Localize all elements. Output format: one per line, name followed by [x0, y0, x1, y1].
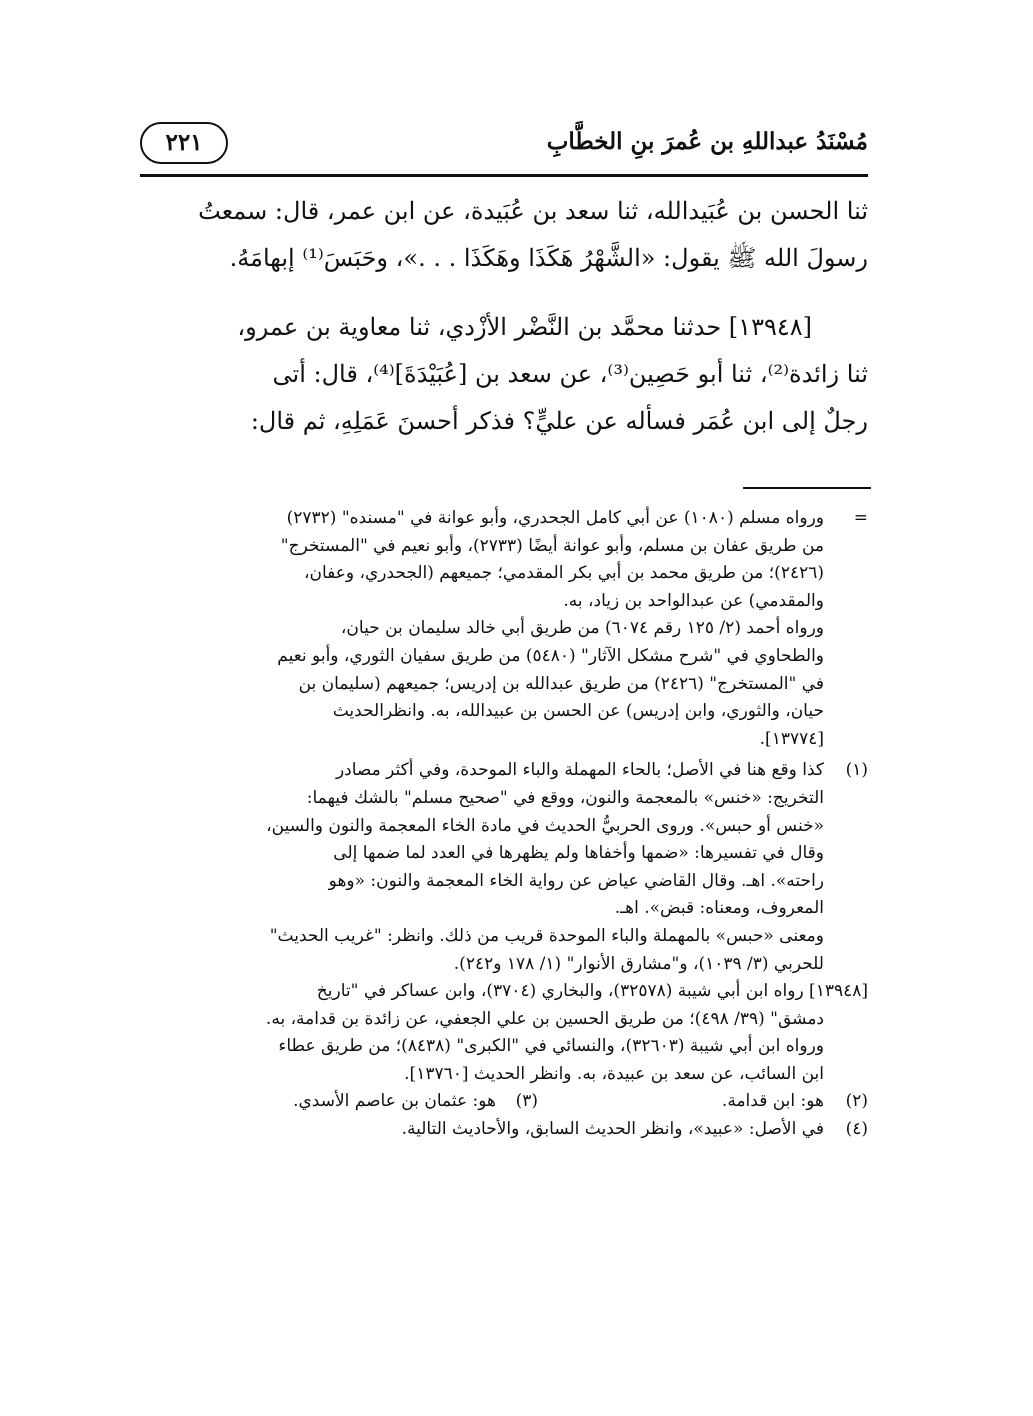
footnote-line: ومعنى «حبس» بالمهملة والباء الموحدة قريب من ذلك. وانظر: "غريب الحديث"	[269, 925, 824, 946]
footnote-marker: (٣)	[515, 1091, 538, 1112]
footnote-1	[140, 757, 868, 978]
main-text	[140, 188, 868, 445]
footnote-line: التخريج: «خنس» بالمعجمة والنون، ووقع في "صحيح مسلم" بالشك فيهما:	[306, 787, 824, 808]
footnote-continuation	[140, 505, 868, 753]
footnotes-section	[140, 505, 868, 1144]
hadith-text-line: رجلٌ إلى ابن عُمَر فسأله عن عليٍّ؟ فذكر أحسنَ عَمَلِهِ، ثم قال:	[250, 407, 868, 435]
footnote-line: [١٣٧٧٤].	[759, 728, 824, 749]
footnote-line: في الأصل: «عبيد»، وانظر الحديث السابق، والأحاديث التالية.	[401, 1119, 824, 1140]
hadith-text-line: ثنا الحسن بن عُبَيدالله، ثنا سعد بن عُبَيدة، عن ابن عمر، قال: سمعتُ	[198, 197, 868, 225]
footnote-line: ورواه مسلم (١٠٨٠) عن أبي كامل الجحدري، وأبو عوانة في "مسنده" (٢٧٣٢)	[286, 508, 824, 528]
footnote-line: من طريق عفان بن مسلم، وأبو عوانة أيضًا (٢٧٣٣)، وأبو نعيم في "المستخرج"	[280, 535, 824, 556]
hadith-text-line: رسولَ الله ﷺ يقول: «الشَّهْرُ هَكَذَا وهَكَذَا . . .»، وحَبَسَ⁽¹⁾ إبهامَهُ.	[229, 244, 868, 272]
footnote-line: راحته». اهـ. وقال القاضي عياض عن رواية الخاء المعجمة والنون: «وهو	[328, 870, 824, 891]
footnote-marker: =	[853, 508, 868, 528]
footnote-line: ابن السائب، عن سعد بن عبيدة، به. وانظر الحديث [١٣٧٦٠].	[404, 1063, 824, 1084]
footnote-line: «خنس أو حبس». وروى الحربيُّ الحديث في مادة الخاء المعجمة والنون والسين،	[266, 815, 824, 836]
footnote-marker: (٤)	[845, 1119, 868, 1140]
footnote-line: ورواه ابن أبي شيبة (٣٢٦٠٣)، والنسائي في "الكبرى" (٨٤٣٨)؛ من طريق عطاء	[278, 1036, 824, 1057]
footnote-line: المعروف، ومعناه: قبض». اهـ.	[614, 898, 824, 919]
footnote-reference	[140, 978, 868, 1088]
page-header	[140, 118, 868, 168]
footnote-2-text: هو: ابن قدامة.	[721, 1091, 824, 1112]
footnote-line: (٢٤٢٦)؛ من طريق محمد بن أبي بكر المقدمي؛ جميعهم (الجحدري، وعفان،	[303, 563, 824, 584]
header-divider	[140, 174, 868, 177]
running-title: مُسْنَدُ عبداللهِ بن عُمرَ بنِ الخطَّابِ	[546, 128, 868, 155]
footnote-line: والمقدمي) عن عبدالواحد بن زياد، به.	[563, 590, 824, 611]
footnote-line: دمشق" (٣٩/ ٤٩٨)؛ من طريق الحسين بن علي الجعفي، عن زائدة بن قدامة، به.	[265, 1008, 824, 1029]
footnote-marker: (١)	[845, 760, 868, 781]
page-number-badge: ٢٢١	[140, 122, 228, 164]
footnote-line: وقال في تفسيرها: «ضمها وأخفاها ولم يظهرها في العدد لما ضمها إلى	[333, 843, 824, 864]
footnote-separator	[743, 487, 871, 489]
footnote-line: ورواه أحمد (٢/ ١٢٥ رقم ٦٠٧٤) من طريق أبي خالد سليمان بن حيان،	[340, 618, 824, 639]
footnote-line: حيان، والثوري، وابن إدريس) عن الحسن بن عبيدالله، به. وانظرالحديث	[332, 701, 824, 722]
footnote-line: للحربي (٣/ ١٠٣٩)، و"مشارق الأنوار" (١/ ١٧٨ و٢٤٢).	[453, 953, 824, 974]
footnote-line: كذا وقع هنا في الأصل؛ بالحاء المهملة والباء الموحدة، وفي أكثر مصادر	[335, 760, 824, 781]
footnote-marker: (٢)	[845, 1091, 868, 1112]
footnote-line: في "المستخرج" (٢٤٢٦) من طريق عبدالله بن إدريس؛ جميعهم (سليمان بن	[298, 673, 824, 694]
footnote-line: [١٣٩٤٨] رواه ابن أبي شيبة (٣٢٥٧٨)، والبخاري (٣٧٠٤)، وابن عساكر في "تاريخ	[316, 981, 868, 1002]
footnote-line: والطحاوي في "شرح مشكل الآثار" (٥٤٨٠) من طريق سفيان الثوري، وأبو نعيم	[277, 645, 824, 666]
hadith-text-line: [١٣٩٤٨] حدثنا محمَّد بن النَّضْر الأزْدي، ثنا معاوية بن عمرو،	[237, 313, 812, 341]
footnote-2-3-row	[140, 1088, 868, 1116]
hadith-text-line: ثنا زائدة⁽²⁾، ثنا أبو حَصِين⁽³⁾، عن سعد بن [عُبَيْدَةَ]⁽⁴⁾، قال: أتى	[272, 360, 868, 388]
footnote-3-text: هو: عثمان بن عاصم الأسدي.	[293, 1091, 496, 1112]
footnote-4	[140, 1116, 868, 1144]
